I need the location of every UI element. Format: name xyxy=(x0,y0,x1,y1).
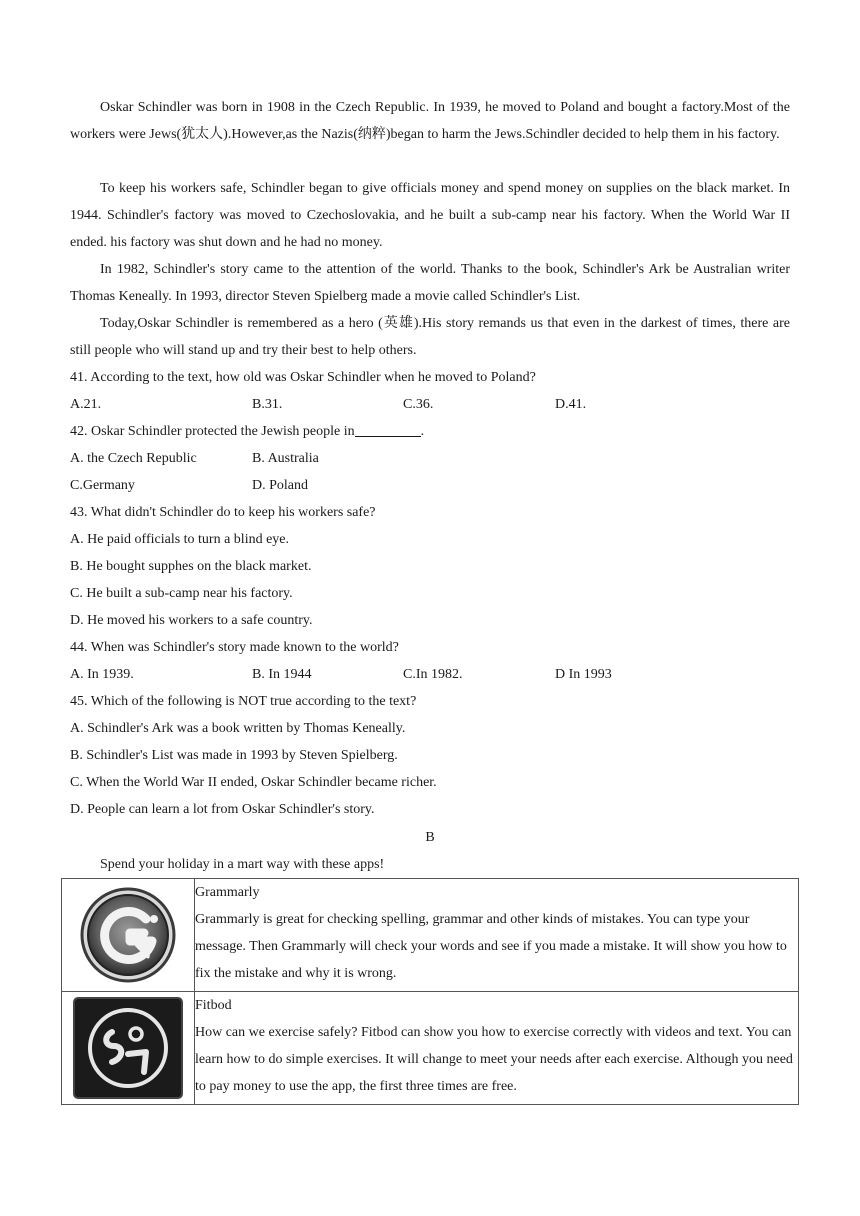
grammarly-logo-icon xyxy=(62,879,194,991)
icon-cell xyxy=(62,992,195,1105)
section-b-label: B xyxy=(425,830,435,845)
question-43-stem: 43. What didn't Schindler do to keep his workers safe? xyxy=(70,505,376,520)
question-44-stem: 44. When was Schindler's story made known to the world? xyxy=(70,640,399,655)
app-info-cell xyxy=(195,879,799,992)
app-row-fitbod xyxy=(62,992,799,1105)
q45-option-b: B. Schindler's List was made in 1993 by Steven Spielberg. xyxy=(70,748,398,763)
q44-option-b: B. In 1944 xyxy=(252,667,312,682)
app-name: Fitbod xyxy=(195,998,232,1013)
paragraph-text: To keep his workers safe, Schindler began to give officials money and spend money on supplies on the black market. In 1944. Schindler's factory was moved to Czechoslovakia, and he built a sub-camp near his factory. When the World War II ended. his factory was shut down and he had no money. xyxy=(70,181,790,250)
section-b-intro: Spend your holiday in a mart way with these apps! xyxy=(100,857,385,872)
q45-option-a: A. Schindler's Ark was a book written by Thomas Keneally. xyxy=(70,721,406,736)
q41-option-c: C.36. xyxy=(403,397,434,412)
passage-paragraph-4 xyxy=(70,310,790,364)
passage-paragraph-3 xyxy=(70,256,790,310)
apps-table xyxy=(61,878,799,1105)
q45-option-d: D. People can learn a lot from Oskar Schindler's story. xyxy=(70,802,375,817)
q45-option-c: C. When the World War II ended, Oskar Schindler became richer. xyxy=(70,775,437,790)
q44-option-a: A. In 1939. xyxy=(70,667,134,682)
question-42-stem xyxy=(70,418,424,445)
app-description: How can we exercise safely? Fitbod can show you how to exercise correctly with videos and text. You can learn how to do simple exercises. It will change to meet your needs after each exercise. Although you need to pay money to use the app, the first three times are free. xyxy=(195,1025,793,1094)
icon-cell xyxy=(62,879,195,992)
question-42-text: 42. Oskar Schindler protected the Jewish people in xyxy=(70,424,355,439)
q42-option-b: B. Australia xyxy=(252,451,319,466)
fitbod-logo-icon xyxy=(62,992,194,1104)
app-row-grammarly xyxy=(62,879,799,992)
q42-option-a: A. the Czech Republic xyxy=(70,451,197,466)
app-description: Grammarly is great for checking spelling, grammar and other kinds of mistakes. You can type your message. Then Grammarly will check your words and see if you made a mistake. It will show you how to fix the mistake and why it is wrong. xyxy=(195,912,787,981)
paragraph-text: In 1982, Schindler's story came to the attention of the world. Thanks to the book, Schindler's Ark be Australian writer Thomas Keneally. In 1993, director Steven Spielberg made a movie called Schindler's List. xyxy=(70,262,790,304)
answer-blank xyxy=(355,422,421,437)
passage-paragraph-2 xyxy=(70,175,790,256)
q41-option-b: B.31. xyxy=(252,397,283,412)
q42-option-d: D. Poland xyxy=(252,478,308,493)
q44-option-d: D In 1993 xyxy=(555,667,612,682)
question-45-stem: 45. Which of the following is NOT true according to the text? xyxy=(70,694,417,709)
q43-option-c: C. He built a sub-camp near his factory. xyxy=(70,586,293,601)
q44-option-c: C.In 1982. xyxy=(403,667,463,682)
question-41-stem: 41. According to the text, how old was Oskar Schindler when he moved to Poland? xyxy=(70,370,536,385)
q43-option-a: A. He paid officials to turn a blind eye. xyxy=(70,532,290,547)
q41-option-d: D.41. xyxy=(555,397,587,412)
q41-option-a: A.21. xyxy=(70,397,102,412)
question-42-end: . xyxy=(420,424,425,439)
passage-paragraph-1 xyxy=(70,94,790,148)
q43-option-d: D. He moved his workers to a safe country. xyxy=(70,613,313,628)
paragraph-text: Oskar Schindler was born in 1908 in the Czech Republic. In 1939, he moved to Poland and bought a factory.Most of the workers were Jews(犹太人).However,as the Nazis(纳粹)began to harm the Jews.Schindler decided to help them in his factory. xyxy=(70,100,790,142)
q42-option-c: C.Germany xyxy=(70,478,135,493)
paragraph-text: Today,Oskar Schindler is remembered as a hero (英雄).His story remands us that even in the darkest of times, there are still people who will stand up and try their best to help others. xyxy=(70,316,790,358)
app-name: Grammarly xyxy=(195,885,260,900)
app-info-cell xyxy=(195,992,799,1105)
q43-option-b: B. He bought supphes on the black market. xyxy=(70,559,312,574)
